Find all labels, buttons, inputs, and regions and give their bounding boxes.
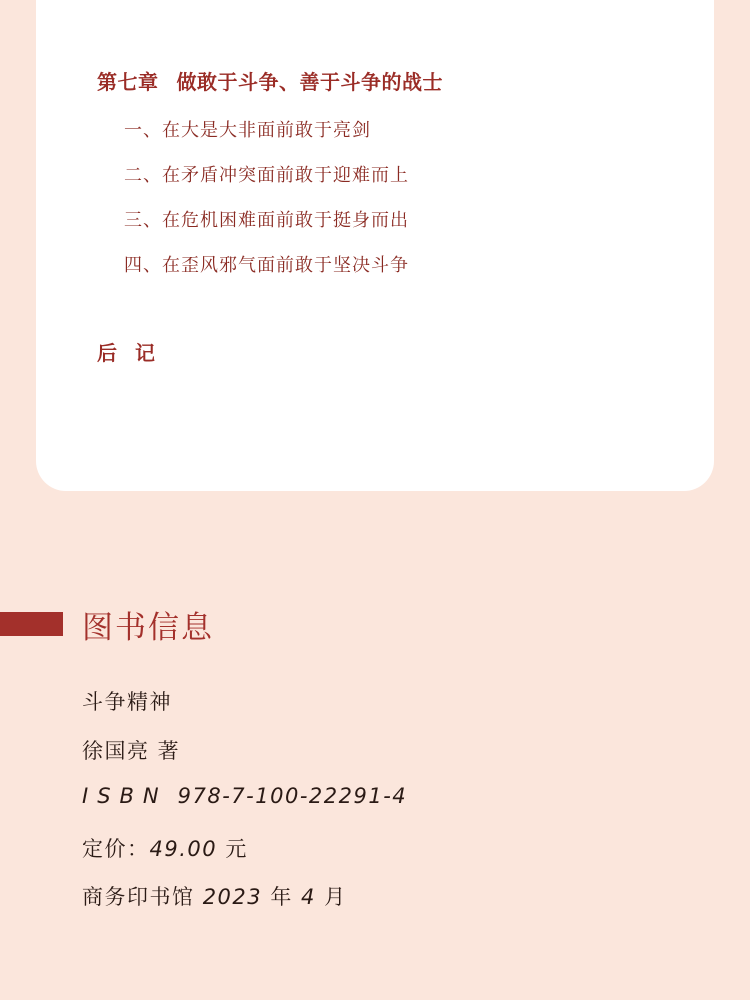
book-isbn [82, 784, 407, 808]
toc-section-2: 二、在矛盾冲突面前敢于迎难而上 [124, 165, 409, 186]
publish-year: 2023 [202, 885, 263, 909]
book-info-heading: 图书信息 [82, 610, 214, 646]
chapter-number: 第七章 [97, 70, 159, 94]
isbn-label: ISBN [82, 784, 168, 808]
month-unit: 月 [324, 885, 347, 909]
price-label: 定价： [82, 837, 150, 861]
toc-section-3: 三、在危机困难面前敢于挺身而出 [124, 210, 409, 231]
chapter-name: 做敢于斗争、善于斗争的战士 [176, 70, 443, 94]
year-unit: 年 [270, 885, 293, 909]
book-publisher [82, 881, 347, 911]
toc-afterword: 后记 [97, 341, 173, 365]
book-price [82, 833, 248, 863]
publish-month: 4 [301, 885, 316, 909]
price-value: 49.00 [149, 837, 218, 861]
toc-section-4: 四、在歪风邪气面前敢于坚决斗争 [124, 255, 409, 276]
isbn-value: 978-7-100-22291-4 [177, 784, 408, 808]
publisher-name: 商务印书馆 [82, 885, 195, 909]
book-author: 徐国亮 著 [82, 739, 181, 763]
toc-section-1: 一、在大是大非面前敢于亮剑 [124, 120, 371, 141]
section-accent-bar [0, 612, 63, 636]
chapter-title [97, 66, 443, 95]
book-title: 斗争精神 [82, 690, 172, 714]
price-unit: 元 [225, 837, 248, 861]
